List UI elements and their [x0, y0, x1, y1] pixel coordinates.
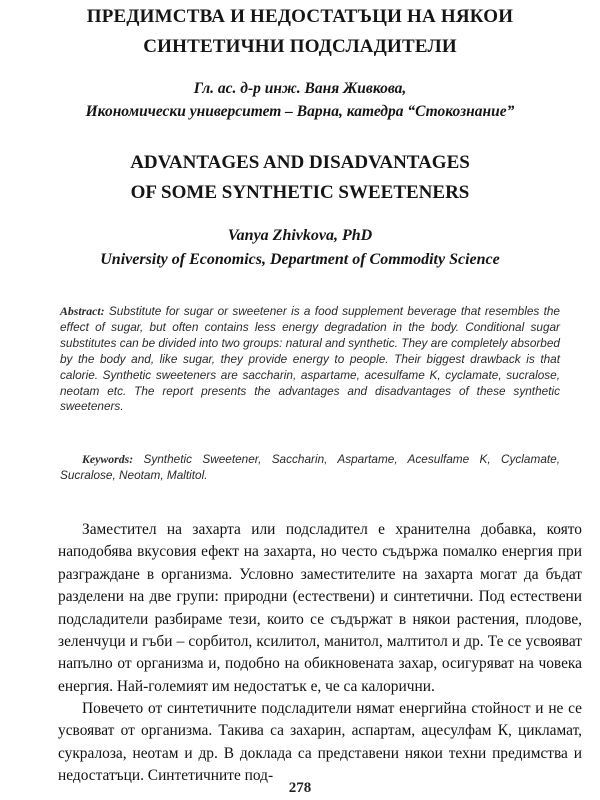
author-name-english: Vanya Zhivkova, PhD: [227, 227, 373, 244]
body-paragraph-1: Заместител на захарта или подсладител е хранителна добавка, която наподобява вкусовия ефект на захарта, но често съдържа помалко енергия при разграждане в организма. Условно заместителите на захарта могат да бъдат разделени на две групи: природни (естествени) и синтетични. Под естествени подсладители разбираме тези, които се съдържат в някои растения, плодове, зеленчуци и гъби – сорбитол, ксилитол, манитол, малтитол и др. Те се усвояват напълно от организма и, подобно на обикновената захар, осигуряват на човека енергия. Най-големият им недостатък е, че са калорични.: [58, 521, 582, 695]
abstract-label: Abstract:: [60, 304, 105, 318]
title-bulgarian-line2: СИНТЕТИЧНИ ПОДСЛАДИТЕЛИ: [143, 36, 457, 57]
page-number: 278: [288, 780, 312, 796]
keywords-text: Synthetic Sweetener, Saccharin, Aspartame, Acesulfame K, Cyclamate, Sucralose, Neotam, Maltitol.: [60, 452, 560, 482]
title-english-line1: ADVANTAGES AND DISADVANTAGES: [130, 152, 470, 173]
title-bulgarian-line1: ПРЕДИМСТВА И НЕДОСТАТЪЦИ НА НЯКОИ: [86, 6, 514, 27]
author-english: [0, 224, 600, 272]
title-english: [40, 148, 560, 208]
author-bulgarian: [0, 77, 600, 123]
title-english-line2: OF SOME SYNTHETIC SWEETENERS: [130, 182, 470, 203]
author-name-bulgarian: Гл. ас. д-р инж. Ваня Живкова,: [193, 80, 407, 97]
abstract-text: Substitute for sugar or sweetener is a food supplement beverage that resembles the effect of sugar, but often contains less energy degradation in the body. Conditional sugar substitutes can be divided into two groups: natural and synthetic. They are completely absorbed by the body and, like sugar, they provide energy to people. Their biggest drawback is that calorie. Synthetic sweeteners are saccharin, aspartame, acesulfame K, cyclamate, sucralose, neotam etc. The report presents the advantages and disadvantages of these synthetic sweeteners.: [60, 304, 560, 414]
keywords-label: Keywords:: [82, 452, 134, 466]
body-paragraph-2: Повечето от синтетичните подсладители нямат енергийна стойност и не се усвояват от организма. Такива са захарин, аспартам, ацесулфам К, цикламат, сукралоза, неотам и др. В доклада са представени някои техни предимства и недостатъци. Синтетичните под-: [58, 700, 582, 785]
abstract: [60, 304, 560, 415]
keywords: [60, 452, 560, 484]
author-affiliation-bulgarian: Икономически университет – Варна, катедра “Стокознание”: [85, 103, 515, 120]
title-bulgarian: [40, 2, 560, 62]
author-affiliation-english: University of Economics, Department of Commodity Science: [100, 251, 500, 268]
